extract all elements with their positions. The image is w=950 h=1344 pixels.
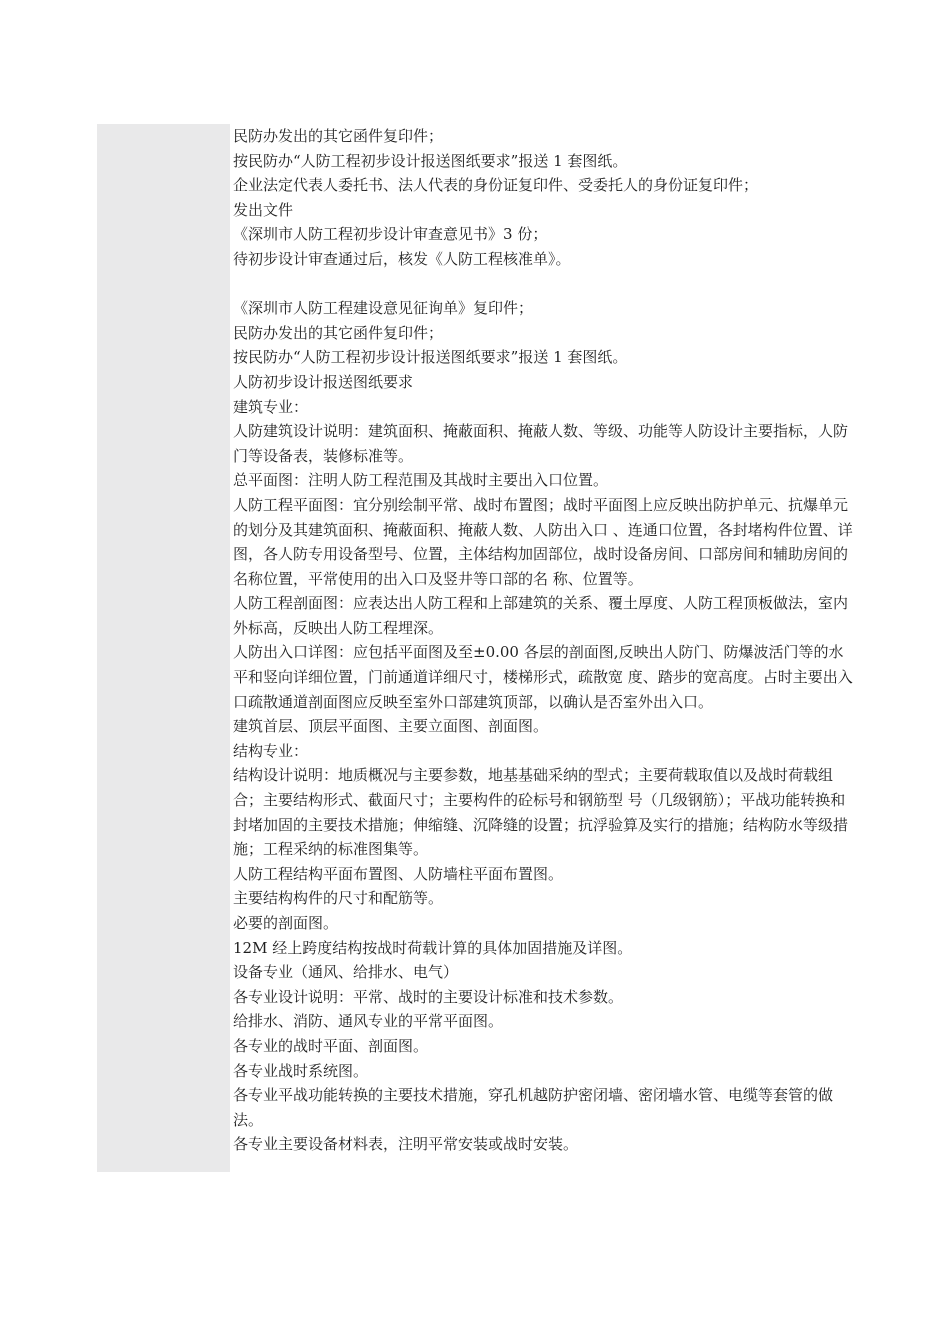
document-paragraph: 各专业平战功能转换的主要技术措施，穿孔机越防护密闭墙、密闭墙水管、电缆等套管的做法。 bbox=[233, 1086, 834, 1129]
document-paragraph: 人防初步设计报送图纸要求 bbox=[233, 372, 414, 391]
document-paragraph: 企业法定代表人委托书、法人代表的身份证复印件、受委托人的身份证复印件； bbox=[233, 176, 759, 195]
document-paragraph: 人防工程平面图：宜分别绘制平常、战时布置图；战时平面图上应反映出防护单元、抗爆单元的划分及其建筑面积、掩蔽面积、掩蔽人数、人防出入口 、连通口位置，各封堵构件位置、详图，各人防专用设备型号、位置，主体结构加固部位，战时设备房间、口部房间和辅助房间的名称位置，平常使用的出入口及竖井等口部的名 称、位置等。 bbox=[233, 495, 853, 588]
document-paragraph: 人防出入口详图：应包括平面图及至±0.00 各层的剖面图,反映出人防门、防爆波活门等的水平和竖向详细位置，门前通道详细尺寸，楼梯形式，疏散宽 度、踏步的宽高度。占时主要出入口疏散通道剖面图应反映至室外口部建筑顶部，以确认是否室外出入口。 bbox=[233, 643, 853, 711]
document-paragraph: 主要结构构件的尺寸和配筋等。 bbox=[233, 889, 444, 908]
document-paragraph: 设备专业（通风、给排水、电气） bbox=[233, 963, 459, 982]
document-paragraph: 结构专业： bbox=[233, 741, 309, 760]
document-paragraph: 按民防办“人防工程初步设计报送图纸要求”报送 1 套图纸。 bbox=[233, 151, 628, 170]
document-paragraph: 必要的剖面图。 bbox=[233, 914, 339, 932]
document-paragraph: 结构设计说明：地质概况与主要参数，地基基础采纳的型式；主要荷载取值以及战时荷载组合；主要结构形式、截面尺寸；主要构件的砼标号和钢筋型 号（几级钢筋）；平战功能转换和封堵加固的主要技术措施；伸缩缝、沉降缝的设置；抗浮验算及实行的措施；结构防水等级措施；工程采纳的标准图集等。 bbox=[233, 766, 849, 859]
document-text-column bbox=[233, 124, 858, 1157]
document-paragraph: 12M 经上跨度结构按战时荷载计算的具体加固措施及详图。 bbox=[233, 938, 633, 957]
document-paragraph: 各专业设计说明：平常、战时的主要设计标准和技术参数。 bbox=[233, 987, 624, 1006]
document-paragraph: 《深圳市人防工程初步设计审查意见书》3 份； bbox=[233, 225, 548, 244]
document-paragraph: 各专业的战时平面、剖面图。 bbox=[233, 1036, 429, 1055]
document-paragraph: 人防工程剖面图：应表达出人防工程和上部建筑的关系、覆土厚度、人防工程顶板做法，室内外标高，反映出人防工程埋深。 bbox=[233, 594, 849, 637]
document-paragraph: 建筑首层、顶层平面图、主要立面图、剖面图。 bbox=[233, 717, 549, 736]
document-paragraph: 《深圳市人防工程建设意见征询单》复印件； bbox=[233, 299, 534, 318]
document-paragraph: 人防工程结构平面布置图、人防墙柱平面布置图。 bbox=[233, 864, 564, 883]
document-paragraph: 民防办发出的其它函件复印件； bbox=[233, 323, 444, 342]
blank-line bbox=[233, 272, 858, 297]
document-paragraph: 各专业主要设备材料表，注明平常安装或战时安装。 bbox=[233, 1135, 579, 1154]
document-paragraph: 发出文件 bbox=[233, 200, 294, 219]
document-paragraph: 民防办发出的其它函件复印件； bbox=[233, 127, 444, 145]
document-paragraph: 按民防办“人防工程初步设计报送图纸要求”报送 1 套图纸。 bbox=[233, 348, 628, 367]
document-paragraph: 给排水、消防、通风专业的平常平面图。 bbox=[233, 1012, 504, 1031]
document-paragraph: 各专业战时系统图。 bbox=[233, 1061, 369, 1080]
document-paragraph: 待初步设计审查通过后，核发《人防工程核准单》。 bbox=[233, 249, 571, 268]
document-paragraph: 建筑专业： bbox=[233, 397, 309, 416]
document-paragraph: 总平面图：注明人防工程范围及其战时主要出入口位置。 bbox=[233, 471, 609, 490]
document-paragraph: 人防建筑设计说明：建筑面积、掩蔽面积、掩蔽人数、等级、功能等人防设计主要指标，人防门等设备表，装修标准等。 bbox=[233, 422, 849, 465]
left-shaded-column bbox=[97, 124, 230, 1172]
